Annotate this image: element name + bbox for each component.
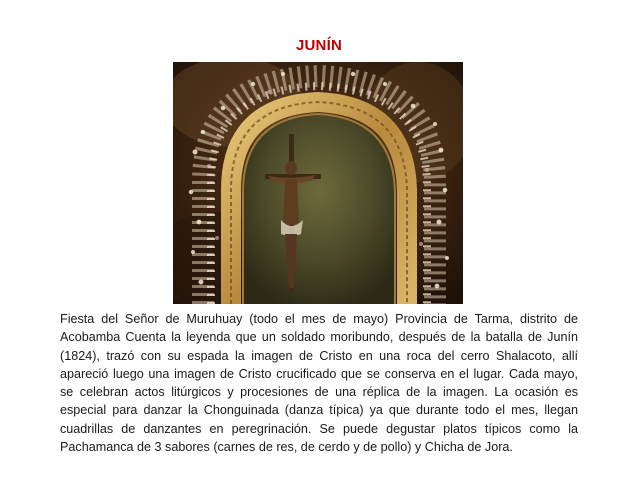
description-paragraph: Fiesta del Señor de Muruhuay (todo el mes de mayo) Provincia de Tarma, distrito de Acobamba Cuenta la leyenda que un soldado moribundo, después de la batalla de Junín (1824), trazó con su espada la imagen de Cristo en una roca del cerro Shalacoto, allí apareció luego una imagen de Cristo crucificado que se conserva en el lugar. Cada mayo, se celebran actos litúrgicos y procesiones de una réplica de la imagen. La ocasión es especial para danzar la Chonguinada (danza típica) ya que durante todo el mes, llegan cuadrillas de danzantes en peregrinación. Se puede degustar platos típicos como la Pachamanca de 3 sabores (carnes de res, de cerdo y de pollo) y Chicha de Jora. <box>60 312 578 455</box>
shrine-photo <box>173 62 463 304</box>
slide-title: JUNÍN <box>295 37 342 54</box>
